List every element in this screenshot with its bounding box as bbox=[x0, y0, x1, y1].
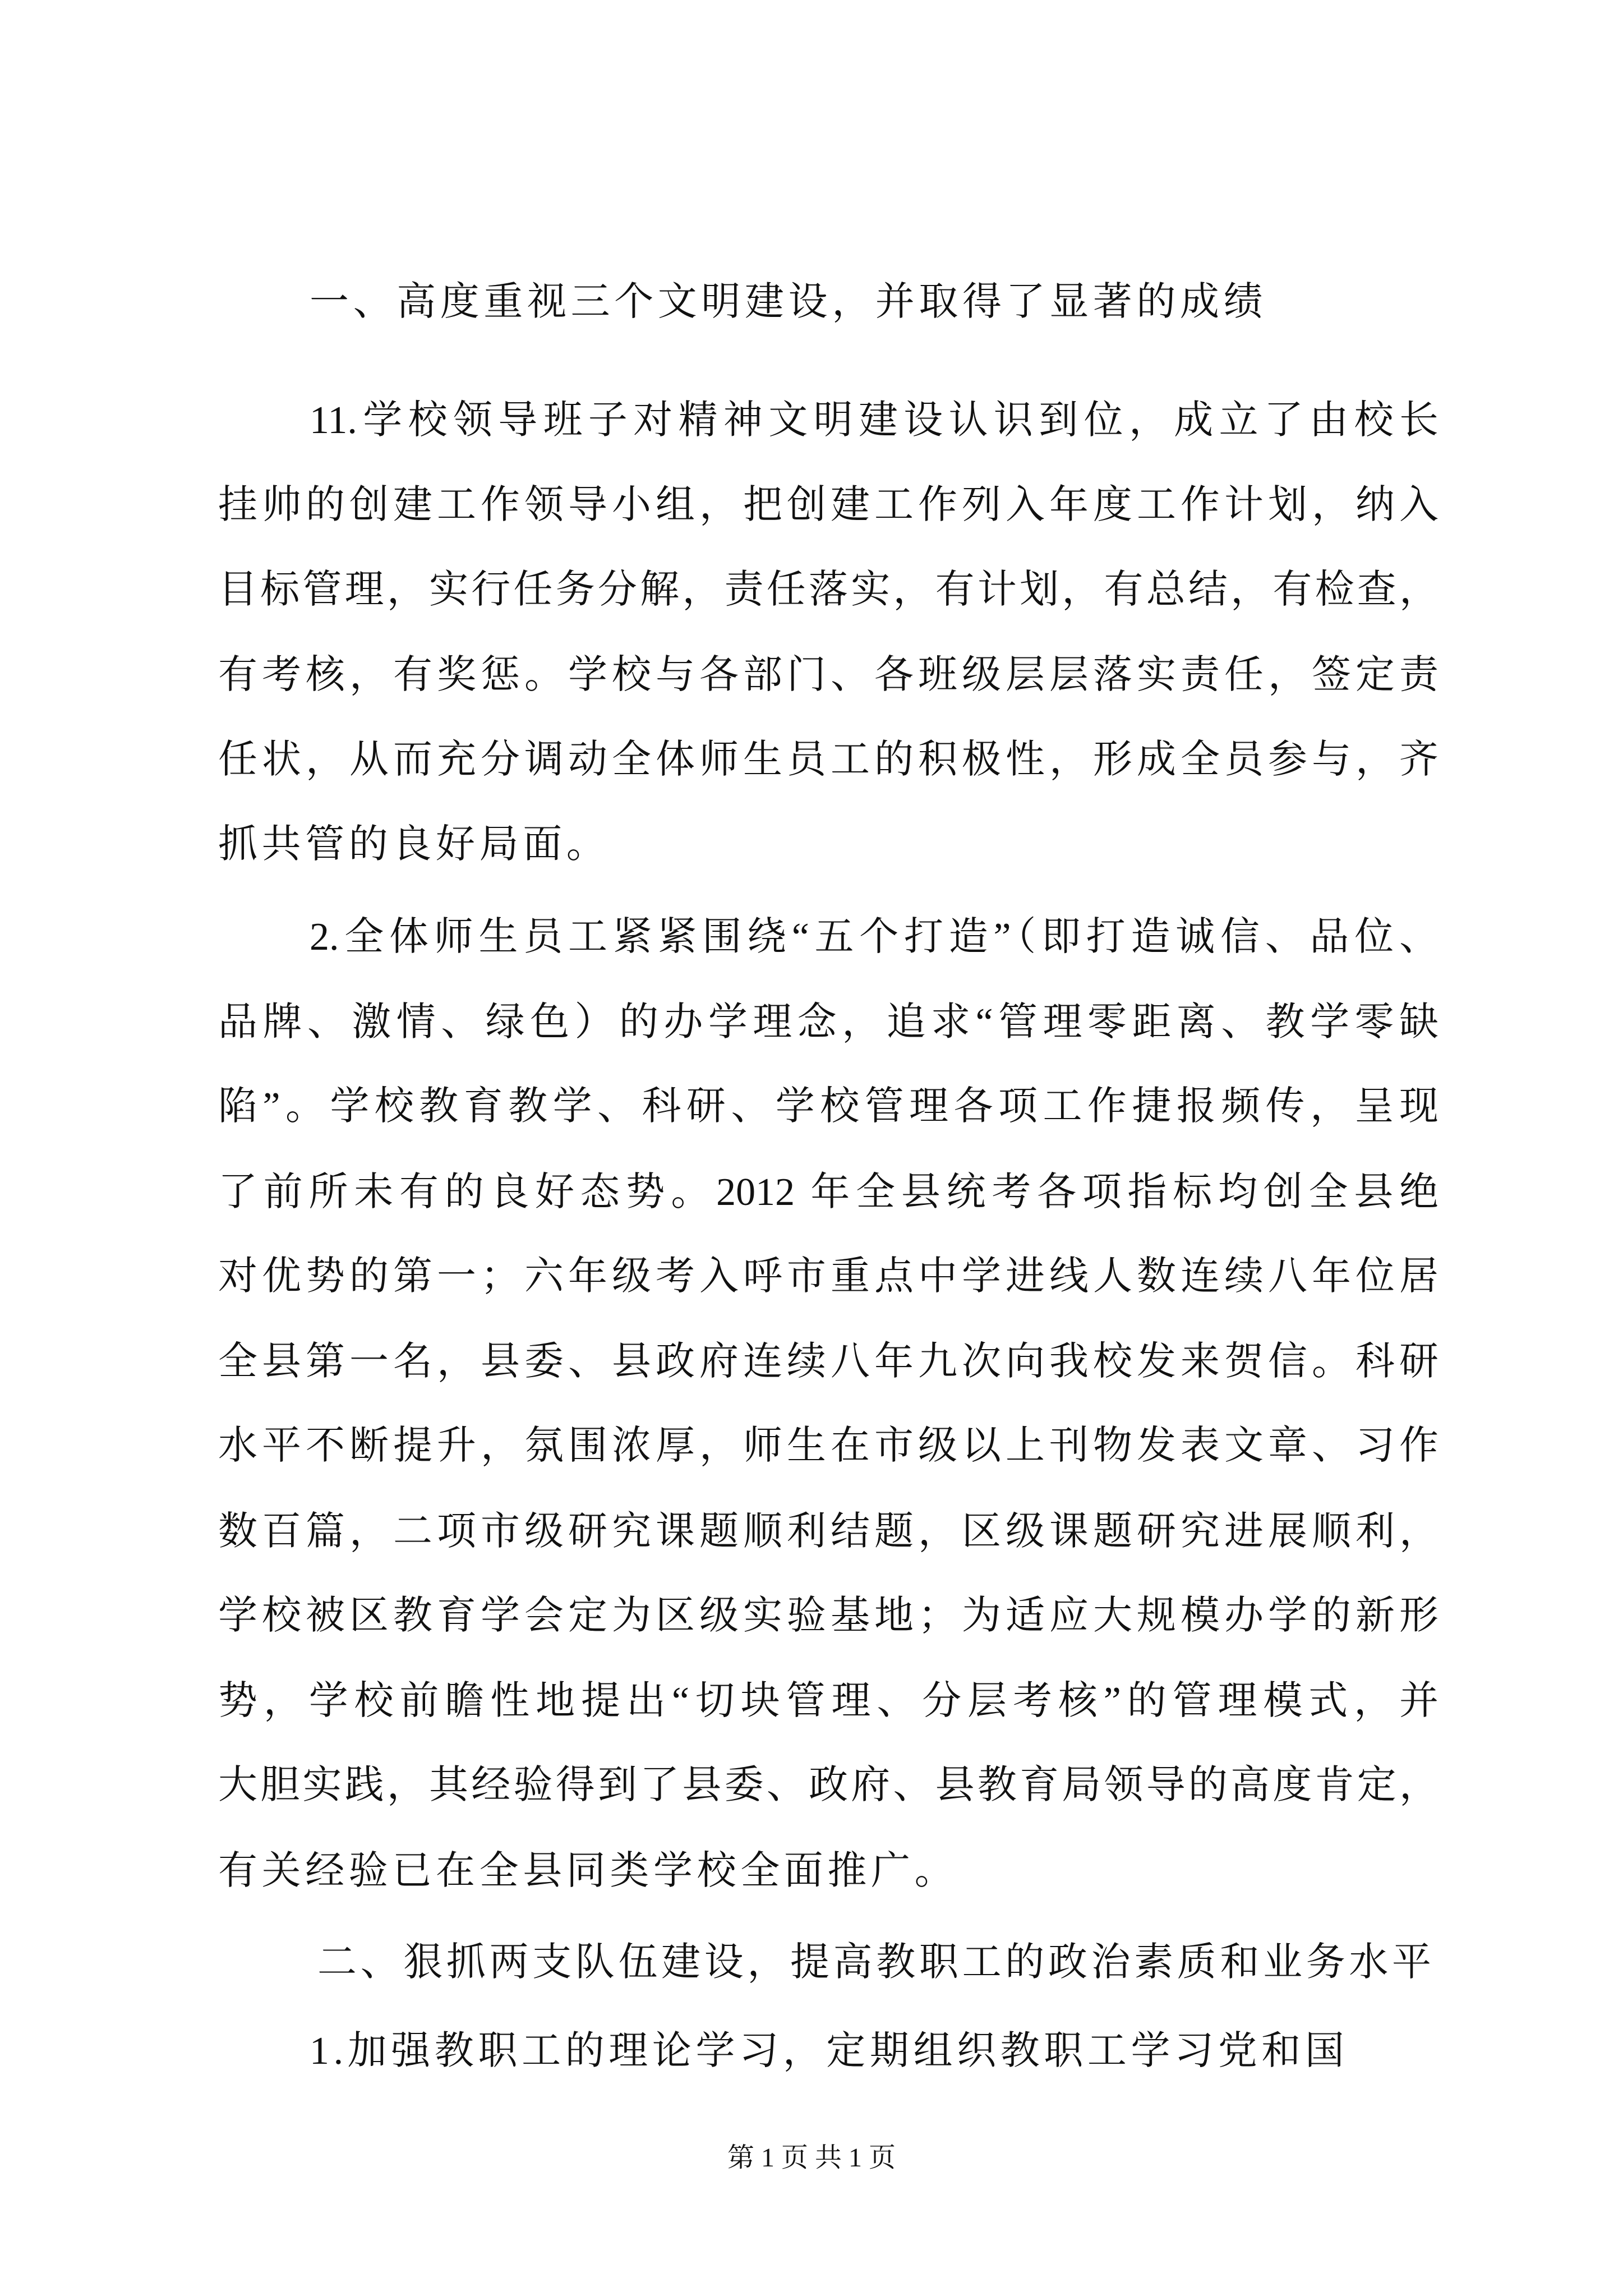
paragraph-line: 有考核，有奖惩。学校与各部门、各班级层层落实责任，签定责 bbox=[218, 654, 1438, 697]
paragraph-line: 数百篇，二项市级研究课题顺利结题，区级课题研究进展顺利， bbox=[218, 1510, 1438, 1553]
paragraph-line: 水平不断提升，氛围浓厚，师生在市级以上刊物发表文章、习作 bbox=[218, 1424, 1438, 1467]
paragraph-line: 有关经验已在全县同类学校全面推广。 bbox=[218, 1849, 958, 1893]
paragraph-line: 1.加强教职工的理论学习，定期组织教职工学习党和国 bbox=[310, 2030, 1349, 2073]
paragraph-line: 品牌、激情、绿色）的办学理念，追求“管理零距离、教学零缺 bbox=[218, 1001, 1438, 1044]
paragraph-line: 大胆实践，其经验得到了县委、政府、县教育局领导的高度肯定， bbox=[218, 1764, 1438, 1807]
page-footer: 第 1 页 共 1 页 bbox=[727, 2143, 896, 2173]
paragraph-line: 学校被区教育学会定为区级实验基地；为适应大规模办学的新形 bbox=[218, 1594, 1438, 1637]
paragraph-line: 挂帅的创建工作领导小组，把创建工作列入年度工作计划，纳入 bbox=[218, 484, 1438, 527]
section-heading: 一、高度重视三个文明建设，并取得了显著的成绩 bbox=[310, 280, 1267, 324]
paragraph-line: 全县第一名，县委、县政府连续八年九次向我校发来贺信。科研 bbox=[218, 1340, 1438, 1383]
paragraph-line: 11.学校领导班子对精神文明建设认识到位，成立了由校长 bbox=[310, 399, 1438, 442]
paragraph-line: 势，学校前瞻性地提出“切块管理、分层考核”的管理模式，并 bbox=[218, 1680, 1438, 1723]
section-heading: 二、狠抓两支队伍建设，提高教职工的政治素质和业务水平 bbox=[317, 1941, 1431, 1984]
paragraph-line: 目标管理，实行任务分解，责任落实，有计划，有总结，有检查， bbox=[218, 568, 1438, 611]
paragraph-line: 了前所未有的良好态势。2012 年全县统考各项指标均创全县绝 bbox=[218, 1171, 1438, 1214]
paragraph-line: 对优势的第一；六年级考入呼市重点中学进线人数连续八年位居 bbox=[218, 1255, 1438, 1298]
paragraph-line: 抓共管的良好局面。 bbox=[218, 823, 610, 866]
paragraph-line: 任状，从而充分调动全体师生员工的积极性，形成全员参与，齐 bbox=[218, 738, 1438, 781]
paragraph-line: 陷”。学校教育教学、科研、学校管理各项工作捷报频传，呈现 bbox=[218, 1085, 1438, 1128]
paragraph-line: 2.全体师生员工紧紧围绕“五个打造”（即打造诚信、品位、 bbox=[310, 915, 1438, 959]
